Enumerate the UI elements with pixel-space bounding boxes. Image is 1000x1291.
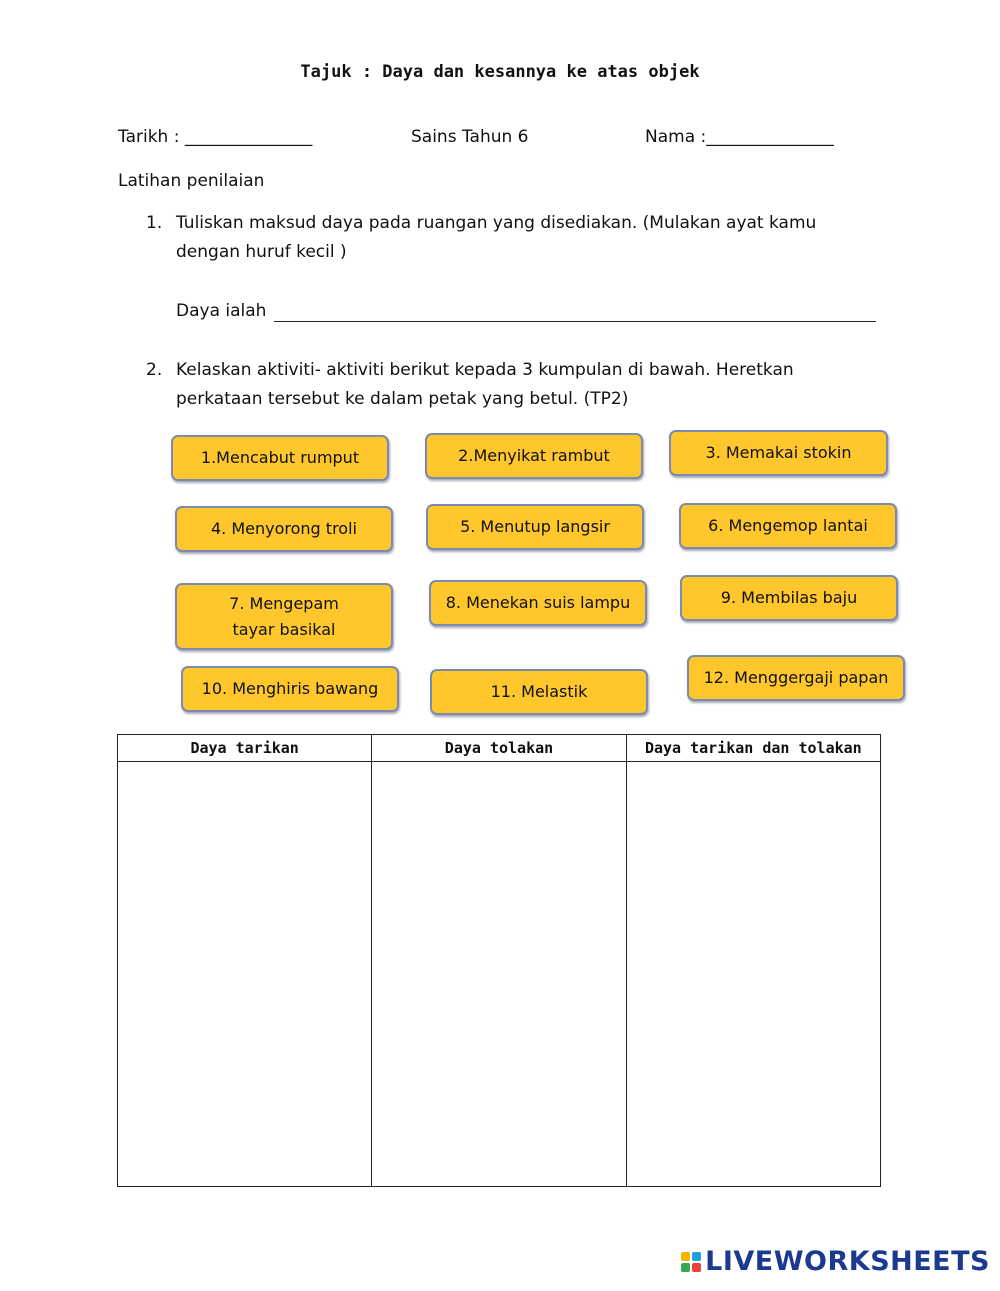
tile-label: 1.Mencabut rumput (200, 448, 360, 467)
drop-zone-tolakan[interactable] (372, 762, 626, 1187)
drag-tile-8[interactable] (429, 580, 647, 626)
tile-label: 3. Memakai stokin (705, 443, 852, 462)
q1-answer-field[interactable] (274, 300, 876, 322)
drop-zone-tarikan-tolakan[interactable] (626, 762, 880, 1187)
q2-text-line2: perkataan tersebut ke dalam petak yang betul. (TP2) (176, 389, 629, 409)
drag-tile-4[interactable] (175, 506, 393, 552)
drag-tile-11[interactable] (430, 669, 648, 715)
drag-tile-9[interactable] (680, 575, 898, 621)
date-label: Tarikh : _______________ (118, 127, 313, 147)
drag-tile-5[interactable] (426, 504, 644, 550)
tile-label: 11. Melastik (490, 682, 588, 701)
drag-tile-12[interactable] (687, 655, 905, 701)
tile-label: 4. Menyorong troli (211, 519, 357, 538)
drop-zone-tarikan[interactable] (118, 762, 372, 1187)
tile-label: 9. Membilas baju (720, 588, 858, 607)
name-label: Nama :_______________ (645, 127, 834, 147)
liveworksheets-logo (681, 1246, 990, 1277)
tile-label: 7. Mengepam tayar basikal (229, 593, 339, 639)
tile-label: 5. Menutup langsir (460, 517, 610, 536)
drag-tile-6[interactable] (679, 503, 897, 549)
logo-mark-icon (681, 1252, 701, 1272)
drag-tile-1[interactable] (171, 435, 389, 481)
subject-label: Sains Tahun 6 (411, 127, 529, 147)
tile-label: 6. Mengemop lantai (708, 516, 868, 535)
column-header-tolakan: Daya tolakan (372, 735, 626, 762)
drag-tile-3[interactable] (669, 430, 888, 476)
q1-text-line2: dengan huruf kecil ) (176, 242, 347, 262)
drag-tile-10[interactable] (181, 666, 399, 712)
section-label: Latihan penilaian (118, 171, 265, 191)
tile-label: 2.Menyikat rambut (458, 446, 610, 465)
drag-tile-7[interactable] (175, 583, 393, 650)
column-header-tarikan-tolakan: Daya tarikan dan tolakan (626, 735, 880, 762)
q1-answer-prefix: Daya ialah (176, 301, 267, 321)
worksheet-title: Tajuk : Daya dan kesannya ke atas objek (300, 62, 700, 82)
q1-number: 1. (146, 213, 163, 233)
classification-table (117, 734, 881, 1187)
drag-tile-2[interactable] (425, 433, 643, 479)
brand-name: LIVEWORKSHEETS (705, 1246, 990, 1277)
q2-number: 2. (146, 360, 163, 380)
q1-text-line1: Tuliskan maksud daya pada ruangan yang disediakan. (Mulakan ayat kamu (176, 213, 817, 233)
tile-label: 8. Menekan suis lampu (445, 593, 631, 612)
tile-label: 10. Menghiris bawang (201, 679, 379, 698)
column-header-tarikan: Daya tarikan (118, 735, 372, 762)
tile-label: 12. Menggergaji papan (703, 668, 889, 687)
q2-text-line1: Kelaskan aktiviti- aktiviti berikut kepada 3 kumpulan di bawah. Heretkan (176, 360, 794, 380)
